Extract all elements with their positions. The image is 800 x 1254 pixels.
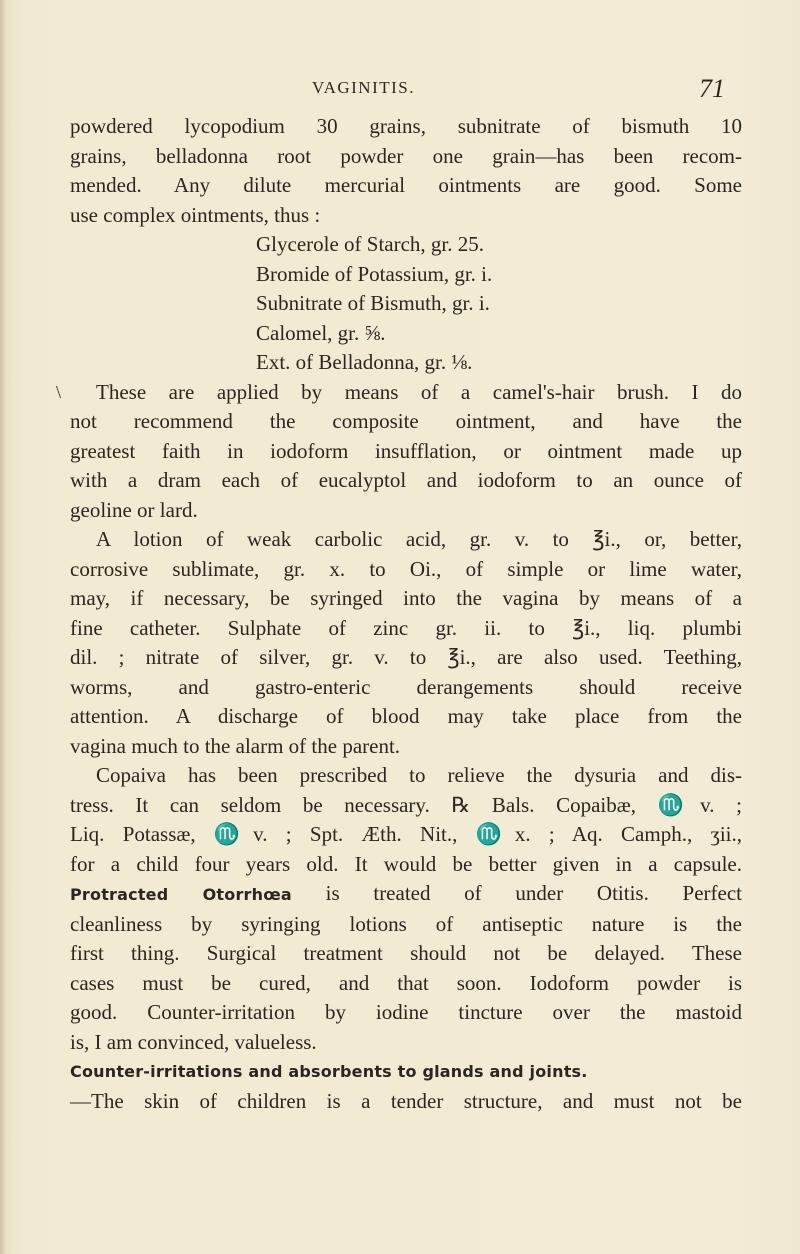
text-line: geoline or lard. <box>70 497 198 522</box>
text-line: corrosive sublimate, gr. x. to Oi., of simple or lime water, <box>70 556 742 581</box>
otorrhoea-paragraph-start <box>70 879 742 910</box>
text-line: A lotion of weak carbolic acid, gr. v. to ℥i., or, better, <box>96 527 742 551</box>
text-line: mended. Any dilute mercurial ointments are good. Some <box>70 173 742 197</box>
text-line: grains, belladonna root powder one grain—has been recom- <box>70 143 742 168</box>
text-line: attention. A discharge of blood may take place from the <box>70 704 742 728</box>
text-line: is, I am convinced, valueless. <box>70 1029 317 1054</box>
running-head: VAGINITIS. <box>312 78 415 97</box>
text-line: Liq. Potassæ, ♏v. ; Spt. Æth. Nit., ♏x. ; Aq. Camph., ʒii., <box>70 822 742 846</box>
text-line: fine catheter. Sulphate of zinc gr. ii. to ℥i., liq. plumbi <box>70 615 742 640</box>
text-line: powdered lycopodium 30 grains, subnitrate of bismuth 10 <box>70 114 742 138</box>
text-line: tress. It can seldom be necessary. ℞ Bals. Copaibæ, ♏v. ; <box>70 792 742 817</box>
page-number: 71 <box>699 74 725 103</box>
text-line: worms, and gastro-enteric derangements should receive <box>70 674 742 699</box>
text-line: first thing. Surgical treatment should not be delayed. These <box>70 941 742 965</box>
sidehead-counter-irritations: Counter-irritations and absorbents to glands and joints. <box>70 1062 588 1081</box>
sidehead-otorrhoea: Protracted Otorrhœa <box>70 885 292 904</box>
text-line: cases must be cured, and that soon. Iodoform powder is <box>70 970 742 995</box>
text-line: for a child four years old. It would be better given in a capsule. <box>70 851 742 876</box>
formula-line: Bromide of Potassium, gr. i. <box>256 261 493 286</box>
margin-mark: \ <box>56 381 62 402</box>
text-line: not recommend the composite ointment, and have the <box>70 409 742 433</box>
text-line: good. Counter-irritation by iodine tincture over the mastoid <box>70 1000 742 1024</box>
spine-shadow <box>0 0 6 1254</box>
formula-line: Ext. of Belladonna, gr. ⅛. <box>256 350 473 374</box>
text-line: greatest faith in iodoform insufflation, or ointment made up <box>70 438 742 463</box>
formula-line: Glycerole of Starch, gr. 25. <box>256 232 485 256</box>
text-line: may, if necessary, be syringed into the vagina by means of a <box>70 586 742 610</box>
body-text <box>56 112 742 1116</box>
formula-line: Calomel, gr. ⅝. <box>256 320 386 345</box>
text-line: vagina much to the alarm of the parent. <box>70 733 401 758</box>
formula-line: Subnitrate of Bismuth, gr. i. <box>256 291 490 315</box>
text-line-content: These are applied by means of a camel's-hair brush. I do <box>96 379 742 404</box>
text-line: with a dram each of eucalyptol and iodoform to an ounce of <box>70 468 742 492</box>
text-line: dil. ; nitrate of silver, gr. v. to ℥i., are also used. Teething, <box>70 645 742 669</box>
prescription-formula <box>70 230 742 378</box>
text-line: —The skin of children is a tender structure, and must not be <box>70 1088 742 1113</box>
text-line-content: is treated of under Otitis. Perfect <box>291 881 742 905</box>
page-header <box>0 76 800 110</box>
text-line: use complex ointments, thus : <box>70 202 321 227</box>
text-line: Copaiva has been prescribed to relieve the dysuria and dis- <box>96 763 742 787</box>
text-line <box>56 378 742 408</box>
text-line: cleanliness by syringing lotions of antiseptic nature is the <box>70 911 742 936</box>
